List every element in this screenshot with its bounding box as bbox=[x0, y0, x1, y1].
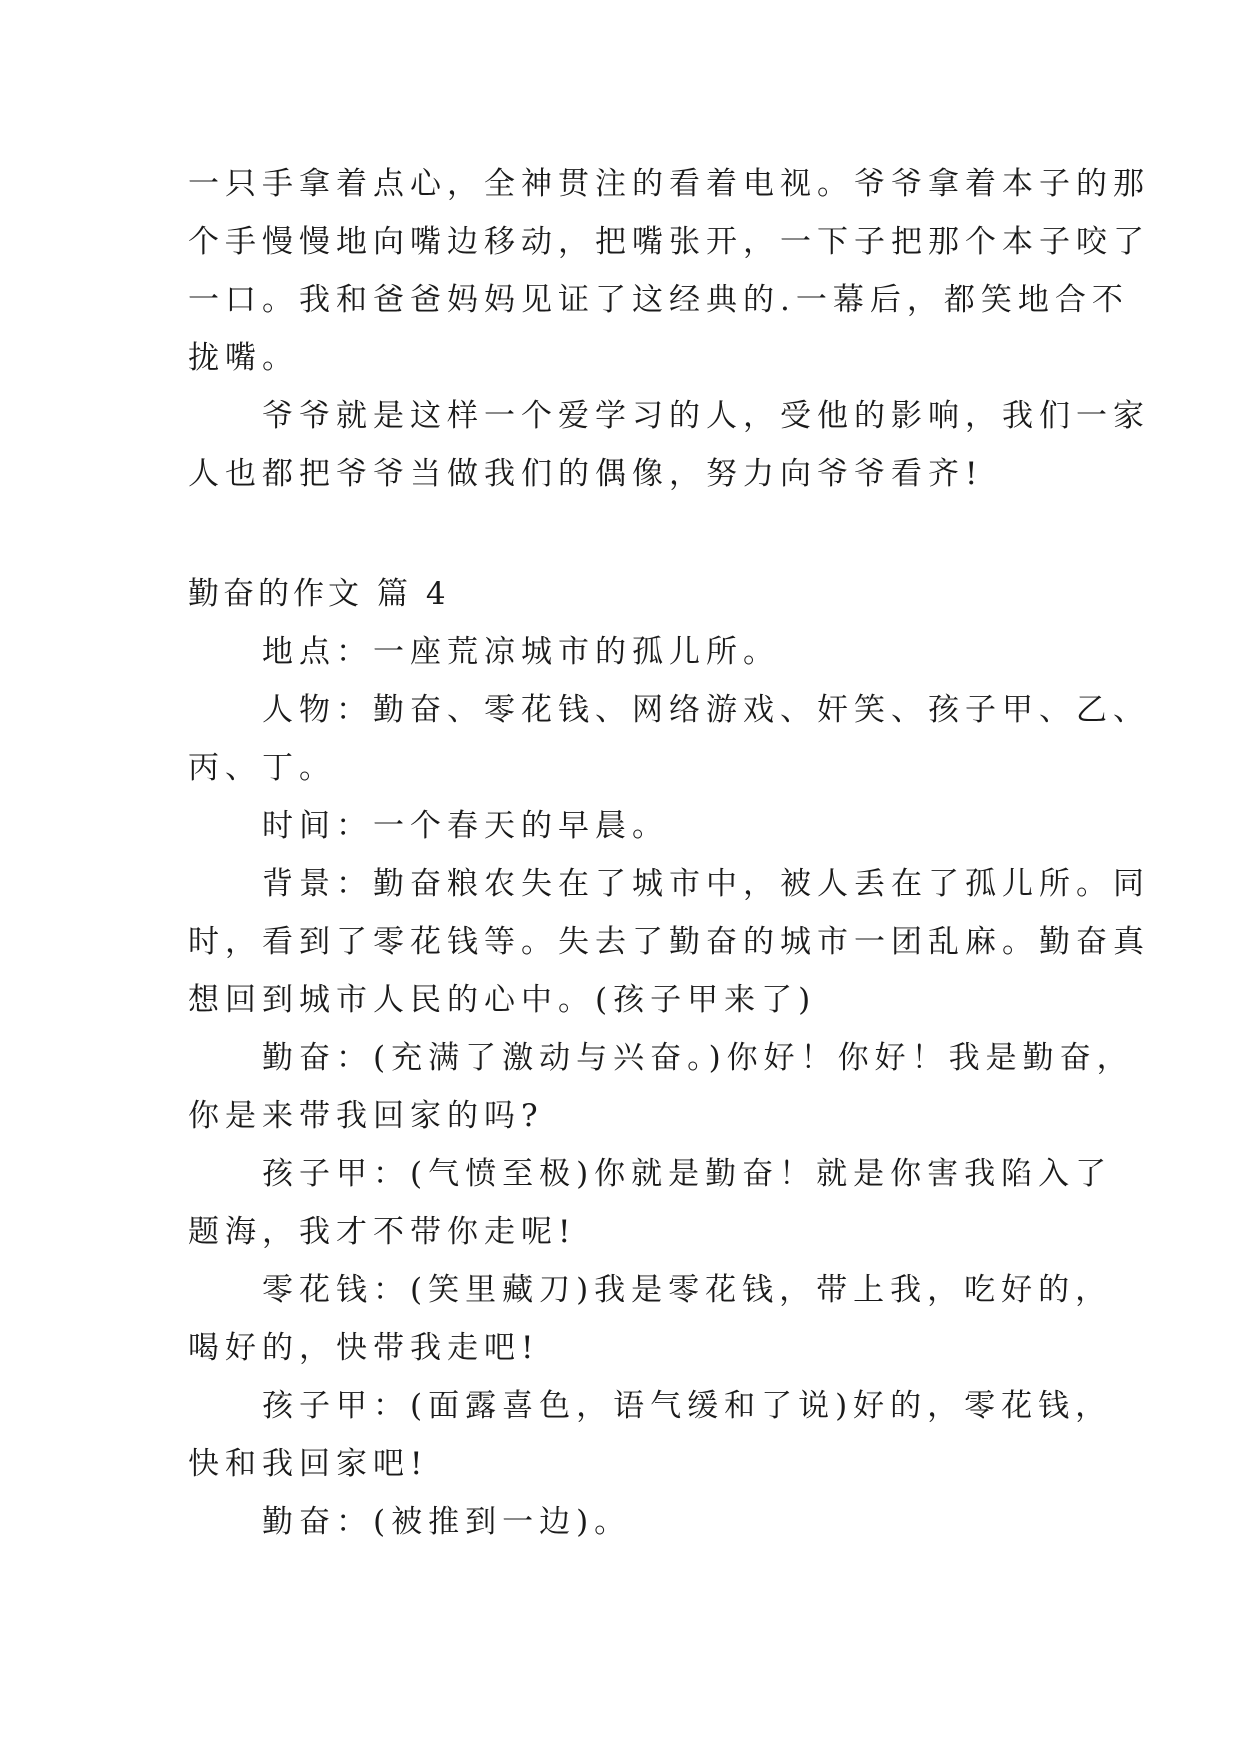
essay-3-ending bbox=[188, 155, 1150, 503]
paragraph-line: 人也都把爷爷当做我们的偶像，努力向爷爷看齐! bbox=[188, 456, 984, 492]
paragraph-line: 丙、丁。 bbox=[188, 750, 336, 786]
paragraph-line: 个手慢慢地向嘴边移动，把嘴张开，一下子把那个本子咬了 bbox=[188, 224, 1150, 260]
section-title: 勤奋的作文 bbox=[188, 576, 363, 612]
paragraph-line: 一只手拿着点心，全神贯注的看着电视。爷爷拿着本子的那 bbox=[188, 166, 1150, 202]
paragraph-line: 孩子甲：(面露喜色，语气缓和了说)好的，零花钱， bbox=[188, 1388, 1113, 1424]
paragraph-line: 你是来带我回家的吗? bbox=[188, 1098, 544, 1134]
paragraph-line: 时，看到了零花钱等。失去了勤奋的城市一团乱麻。勤奋真 bbox=[188, 924, 1150, 960]
paragraph-line: 喝好的，快带我走吧! bbox=[188, 1330, 540, 1366]
paragraph-line: 快和我回家吧! bbox=[188, 1446, 429, 1482]
essay-4-body bbox=[188, 623, 1150, 1551]
paragraph-line: 地点：一座荒凉城市的孤儿所。 bbox=[188, 634, 780, 670]
paragraph-line: 背景：勤奋粮农失在了城市中，被人丢在了孤儿所。同 bbox=[188, 866, 1150, 902]
paragraph-line: 拢嘴。 bbox=[188, 340, 299, 376]
paragraph-line: 时间：一个春天的早晨。 bbox=[188, 808, 669, 844]
paragraph-line: 题海，我才不带你走呢! bbox=[188, 1214, 577, 1250]
paragraph-line: 勤奋：(充满了激动与兴奋。)你好！你好！我是勤奋， bbox=[188, 1040, 1134, 1076]
paragraph-line: 爷爷就是这样一个爱学习的人，受他的影响，我们一家 bbox=[188, 398, 1150, 434]
paragraph-line: 孩子甲：(气愤至极)你就是勤奋！就是你害我陷入了 bbox=[188, 1156, 1113, 1192]
paragraph-line: 一口。我和爸爸妈妈见证了这经典的.一幕后，都笑地合不 bbox=[188, 282, 1129, 318]
section-number: 篇 4 bbox=[377, 576, 450, 612]
paragraph-line: 人物：勤奋、零花钱、网络游戏、奸笑、孩子甲、乙、 bbox=[188, 692, 1150, 728]
paragraph-line: 勤奋：(被推到一边)。 bbox=[188, 1504, 632, 1540]
section-heading bbox=[188, 565, 450, 623]
paragraph-line: 零花钱：(笑里藏刀)我是零花钱，带上我，吃好的， bbox=[188, 1272, 1113, 1308]
paragraph-line: 想回到城市人民的心中。(孩子甲来了) bbox=[188, 982, 817, 1018]
